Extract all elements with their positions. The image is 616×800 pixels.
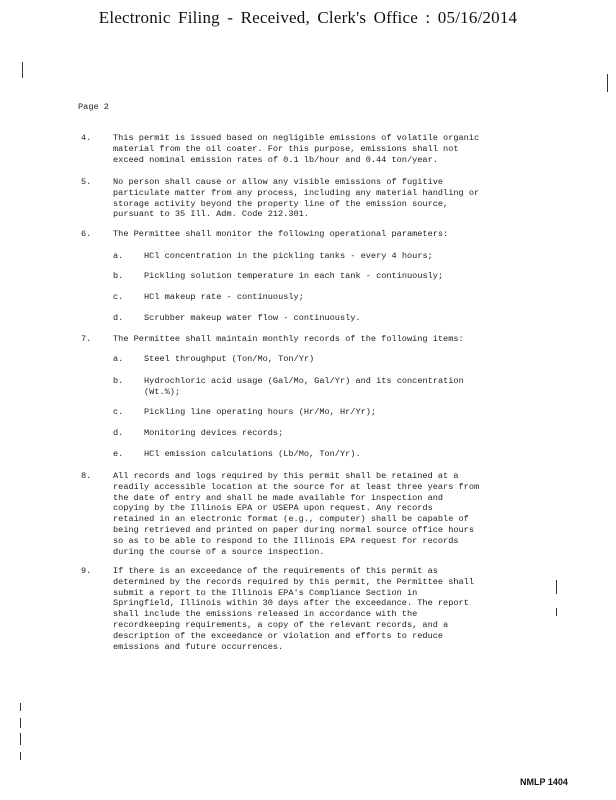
sub-item-letter: d. bbox=[113, 428, 124, 438]
item-number: 5. bbox=[81, 177, 92, 187]
document-code: NMLP 1404 bbox=[520, 777, 568, 787]
sub-item-text: Pickling line operating hours (Hr/Mo, Hr/Yr); bbox=[144, 407, 377, 417]
item-text: The Permittee shall monitor the following operational parameters: bbox=[113, 229, 449, 239]
scan-mark bbox=[607, 74, 608, 92]
sub-item-text: Steel throughput (Ton/Mo, Ton/Yr) bbox=[144, 354, 315, 364]
item-text: All records and logs required by this permit shall be retained at a readily accessible location at the source for at least three years from the date of entry and shall be made available for inspection and copying by the Illinois EPA or USEPA upon request. Any records retained in an electronic format (e.g., computer) shall be capable of being retrieved and printed on paper during normal source office hours so as to be able to respond to the Illinois EPA request for records during the course of a source inspection. bbox=[113, 471, 480, 557]
sub-item-letter: d. bbox=[113, 313, 124, 323]
item-text: This permit is issued based on negligible emissions of volatile organic material from the oil coater. For this purpose, emissions shall not exceed nominal emission rates of 0.1 lb/hour and 0.44 ton/year. bbox=[113, 133, 480, 165]
sub-item-text: Hydrochloric acid usage (Gal/Mo, Gal/Yr) and its concentration (Wt.%); bbox=[144, 376, 464, 397]
sub-item-letter: c. bbox=[113, 292, 124, 302]
item-text: If there is an exceedance of the requirements of this permit as determined by the records required by this permit, the Permittee shall submit a report to the Illinois EPA's Compliance Section in Springfield, Illinois within 30 days after the exceedance. The report shall include the emissions released in accordance with the recordkeeping requirements, a copy of the relevant records, and a description of the exceedance or violation and efforts to reduce emissions and future occurrences. bbox=[113, 566, 474, 652]
item-number: 9. bbox=[81, 566, 92, 576]
sub-item-text: HCl emission calculations (Lb/Mo, Ton/Yr). bbox=[144, 449, 361, 459]
sub-item-letter: e. bbox=[113, 449, 124, 459]
sub-item-text: HCl concentration in the pickling tanks - every 4 hours; bbox=[144, 251, 433, 261]
scan-mark bbox=[20, 752, 21, 760]
sub-item-text: HCl makeup rate - continuously; bbox=[144, 292, 304, 302]
filing-stamp-header: Electronic Filing - Received, Clerk's Office : 05/16/2014 bbox=[98, 8, 518, 27]
sub-item-text: Scrubber makeup water flow - continuously. bbox=[144, 313, 361, 323]
scan-mark bbox=[20, 703, 21, 711]
item-number: 4. bbox=[81, 133, 92, 143]
item-text: The Permittee shall maintain monthly records of the following items: bbox=[113, 334, 464, 344]
item-number: 8. bbox=[81, 471, 92, 481]
item-text: No person shall cause or allow any visible emissions of fugitive particulate matter from any process, including any material handling or storage activity beyond the property line of the emission source, pursuant to 35 Ill. Adm. Code 212.301. bbox=[113, 177, 480, 220]
item-number: 6. bbox=[81, 229, 92, 239]
sub-item-letter: c. bbox=[113, 407, 124, 417]
page-label: Page 2 bbox=[78, 102, 109, 112]
sub-item-letter: b. bbox=[113, 271, 124, 281]
scan-mark bbox=[556, 580, 557, 594]
scan-mark bbox=[20, 733, 21, 745]
scan-mark bbox=[22, 62, 23, 78]
sub-item-text: Monitoring devices records; bbox=[144, 428, 284, 438]
scan-mark bbox=[556, 608, 557, 616]
sub-item-letter: a. bbox=[113, 354, 124, 364]
scan-mark bbox=[20, 718, 21, 728]
sub-item-letter: a. bbox=[113, 251, 124, 261]
item-number: 7. bbox=[81, 334, 92, 344]
sub-item-text: Pickling solution temperature in each tank - continuously; bbox=[144, 271, 444, 281]
sub-item-letter: b. bbox=[113, 376, 124, 386]
